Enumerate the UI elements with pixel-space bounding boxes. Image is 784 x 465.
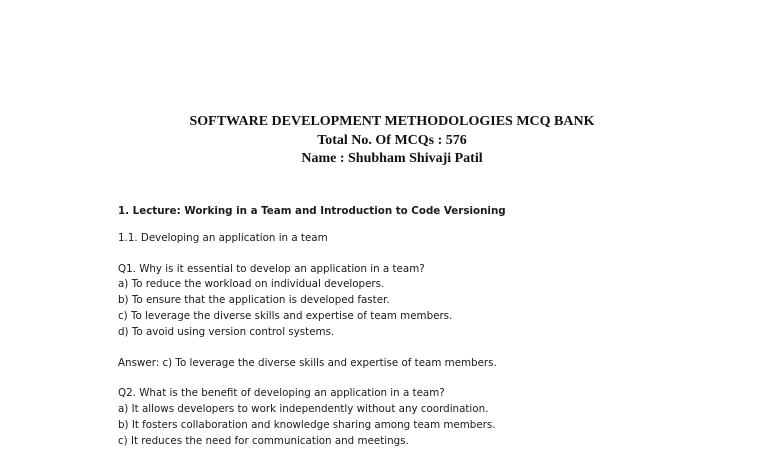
option-d: d) To avoid using version control systems. (118, 325, 335, 338)
document-body (118, 204, 758, 465)
option-a: a) It allows developers to work independently without any coordination. (118, 403, 489, 416)
author-name: Name : Shubham Shivaji Patil (301, 151, 483, 166)
question-2 (118, 386, 758, 449)
total-mcqs: Total No. Of MCQs : 576 (317, 132, 467, 148)
question-text: Q1. Why is it essential to develop an application in a team? (118, 262, 425, 275)
answer-1: Answer: c) To leverage the diverse skills and expertise of team members. (118, 356, 497, 369)
option-c: c) To leverage the diverse skills and expertise of team members. (118, 309, 453, 322)
option-a: a) To reduce the workload on individual developers. (118, 278, 385, 291)
question-1 (118, 262, 758, 341)
option-c: c) It reduces the need for communication and meetings. (118, 434, 409, 447)
option-b: b) It fosters collaboration and knowledge sharing among team members. (118, 418, 496, 431)
option-b: b) To ensure that the application is developed faster. (118, 294, 390, 307)
subsection-title: 1.1. Developing an application in a team (118, 231, 328, 244)
section-title: 1. Lecture: Working in a Team and Introduction to Code Versioning (118, 205, 506, 217)
document-header (0, 113, 784, 169)
question-text: Q2. What is the benefit of developing an application in a team? (118, 387, 445, 400)
document-title: SOFTWARE DEVELOPMENT METHODOLOGIES MCQ BANK (189, 114, 595, 129)
